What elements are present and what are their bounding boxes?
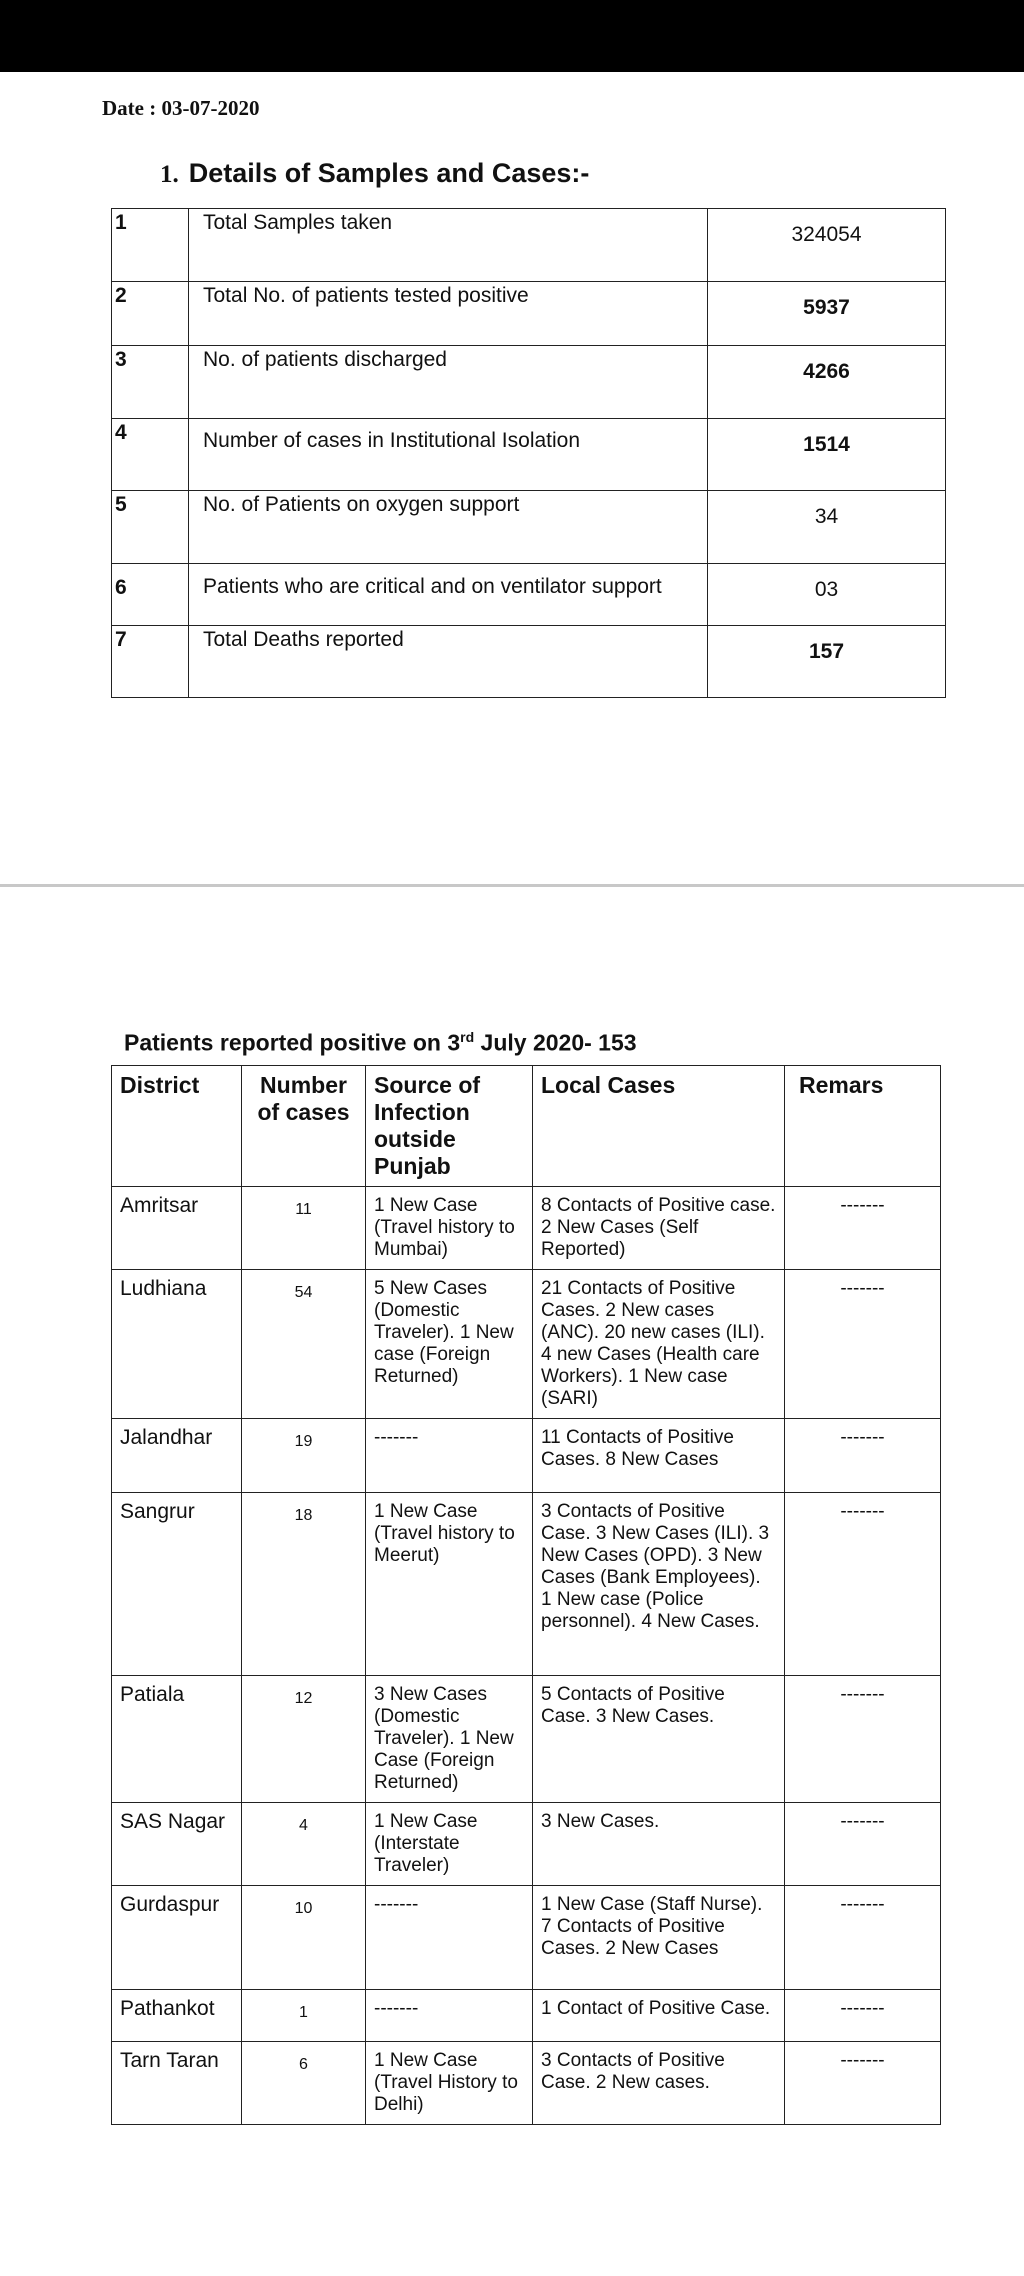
- section-heading: Details of Samples and Cases:-: [188, 158, 590, 188]
- table-row: [112, 1676, 941, 1803]
- source-cell: -------: [366, 1886, 533, 1990]
- source-cell: -------: [366, 1419, 533, 1493]
- count-cell: 6: [242, 2042, 366, 2125]
- local-cell: 1 New Case (Staff Nurse). 7 Contacts of Positive Cases. 2 New Cases: [533, 1886, 785, 1990]
- patients-title-prefix: Patients reported positive on 3: [124, 1029, 461, 1056]
- district-cell: Sangrur: [112, 1493, 242, 1676]
- count-cell: 18: [242, 1493, 366, 1676]
- count-cell: 10: [242, 1886, 366, 1990]
- row-number: 6: [112, 564, 189, 626]
- section-number: 1.: [160, 161, 179, 188]
- table-row: [112, 1803, 941, 1886]
- samples-row: [112, 209, 946, 282]
- header-source: Source of Infection outside Punjab: [366, 1066, 533, 1187]
- district-cell: Amritsar: [112, 1187, 242, 1270]
- source-cell: 3 New Cases (Domestic Traveler). 1 New Case (Foreign Returned): [366, 1676, 533, 1803]
- remarks-cell: -------: [785, 1493, 941, 1676]
- page-divider: [0, 884, 1024, 887]
- local-cell: 8 Contacts of Positive case. 2 New Cases (Self Reported): [533, 1187, 785, 1270]
- local-cell: 5 Contacts of Positive Case. 3 New Cases.: [533, 1676, 785, 1803]
- row-label: Total No. of patients tested positive: [189, 282, 708, 346]
- row-value: 4266: [708, 346, 946, 419]
- local-cell: 3 New Cases.: [533, 1803, 785, 1886]
- remarks-cell: -------: [785, 1803, 941, 1886]
- samples-row: [112, 491, 946, 564]
- table-row: [112, 1990, 941, 2042]
- row-label: Patients who are critical and on ventilator support: [189, 564, 708, 626]
- remarks-cell: -------: [785, 1990, 941, 2042]
- top-black-bar: [0, 0, 1024, 72]
- row-number: 4: [112, 419, 189, 491]
- source-cell: 1 New Case (Travel history to Mumbai): [366, 1187, 533, 1270]
- source-cell: -------: [366, 1990, 533, 2042]
- district-cell: Ludhiana: [112, 1270, 242, 1419]
- remarks-cell: -------: [785, 1886, 941, 1990]
- district-cell: SAS Nagar: [112, 1803, 242, 1886]
- district-cell: Jalandhar: [112, 1419, 242, 1493]
- count-cell: 11: [242, 1187, 366, 1270]
- row-label: No. of Patients on oxygen support: [189, 491, 708, 564]
- source-cell: 1 New Case (Interstate Traveler): [366, 1803, 533, 1886]
- count-cell: 4: [242, 1803, 366, 1886]
- remarks-cell: -------: [785, 1676, 941, 1803]
- section-title: [160, 158, 589, 189]
- header-number: Number of cases: [242, 1066, 366, 1187]
- count-cell: 12: [242, 1676, 366, 1803]
- patients-title-suffix: July 2020- 153: [474, 1029, 637, 1056]
- district-cell: Tarn Taran: [112, 2042, 242, 2125]
- local-cell: 3 Contacts of Positive Case. 2 New cases.: [533, 2042, 785, 2125]
- table-row: [112, 1187, 941, 1270]
- samples-row: [112, 626, 946, 698]
- samples-row: [112, 282, 946, 346]
- row-label: No. of patients discharged: [189, 346, 708, 419]
- patients-title-sup: rd: [460, 1029, 475, 1045]
- local-cell: 11 Contacts of Positive Cases. 8 New Cases: [533, 1419, 785, 1493]
- header-remarks: Remars: [785, 1066, 941, 1187]
- row-number: 3: [112, 346, 189, 419]
- count-cell: 1: [242, 1990, 366, 2042]
- patients-table: [111, 1065, 941, 2125]
- samples-row: [112, 564, 946, 626]
- row-value: 34: [708, 491, 946, 564]
- row-number: 2: [112, 282, 189, 346]
- report-date: Date : 03-07-2020: [102, 96, 260, 120]
- row-value: 324054: [708, 209, 946, 282]
- source-cell: 5 New Cases (Domestic Traveler). 1 New case (Foreign Returned): [366, 1270, 533, 1419]
- row-value: 5937: [708, 282, 946, 346]
- row-label: Total Samples taken: [189, 209, 708, 282]
- local-cell: 3 Contacts of Positive Case. 3 New Cases (ILI). 3 New Cases (OPD). 3 New Cases (Bank Employees). 1 New case (Police personnel). 4 New Cases.: [533, 1493, 785, 1676]
- source-cell: 1 New Case (Travel History to Delhi): [366, 2042, 533, 2125]
- row-number: 7: [112, 626, 189, 698]
- remarks-cell: -------: [785, 2042, 941, 2125]
- row-number: 1: [112, 209, 189, 282]
- row-label: Total Deaths reported: [189, 626, 708, 698]
- count-cell: 54: [242, 1270, 366, 1419]
- remarks-cell: -------: [785, 1419, 941, 1493]
- samples-table: [111, 208, 946, 698]
- samples-row: [112, 346, 946, 419]
- district-cell: Pathankot: [112, 1990, 242, 2042]
- local-cell: 21 Contacts of Positive Cases. 2 New cases (ANC). 20 new cases (ILI). 4 new Cases (Health care Workers). 1 New case (SARI): [533, 1270, 785, 1419]
- remarks-cell: -------: [785, 1270, 941, 1419]
- table-row: [112, 1493, 941, 1676]
- table-row: [112, 1270, 941, 1419]
- header-row: [112, 1066, 941, 1187]
- district-cell: Patiala: [112, 1676, 242, 1803]
- row-value: 157: [708, 626, 946, 698]
- patients-title: [124, 1029, 637, 1057]
- table-row: [112, 1419, 941, 1493]
- header-local: Local Cases: [533, 1066, 785, 1187]
- remarks-cell: -------: [785, 1187, 941, 1270]
- header-district: District: [112, 1066, 242, 1187]
- row-value: 03: [708, 564, 946, 626]
- row-number: 5: [112, 491, 189, 564]
- count-cell: 19: [242, 1419, 366, 1493]
- district-cell: Gurdaspur: [112, 1886, 242, 1990]
- row-value: 1514: [708, 419, 946, 491]
- table-row: [112, 1886, 941, 1990]
- row-label: Number of cases in Institutional Isolation: [189, 419, 708, 491]
- table-row: [112, 2042, 941, 2125]
- local-cell: 1 Contact of Positive Case.: [533, 1990, 785, 2042]
- source-cell: 1 New Case (Travel history to Meerut): [366, 1493, 533, 1676]
- samples-row: [112, 419, 946, 491]
